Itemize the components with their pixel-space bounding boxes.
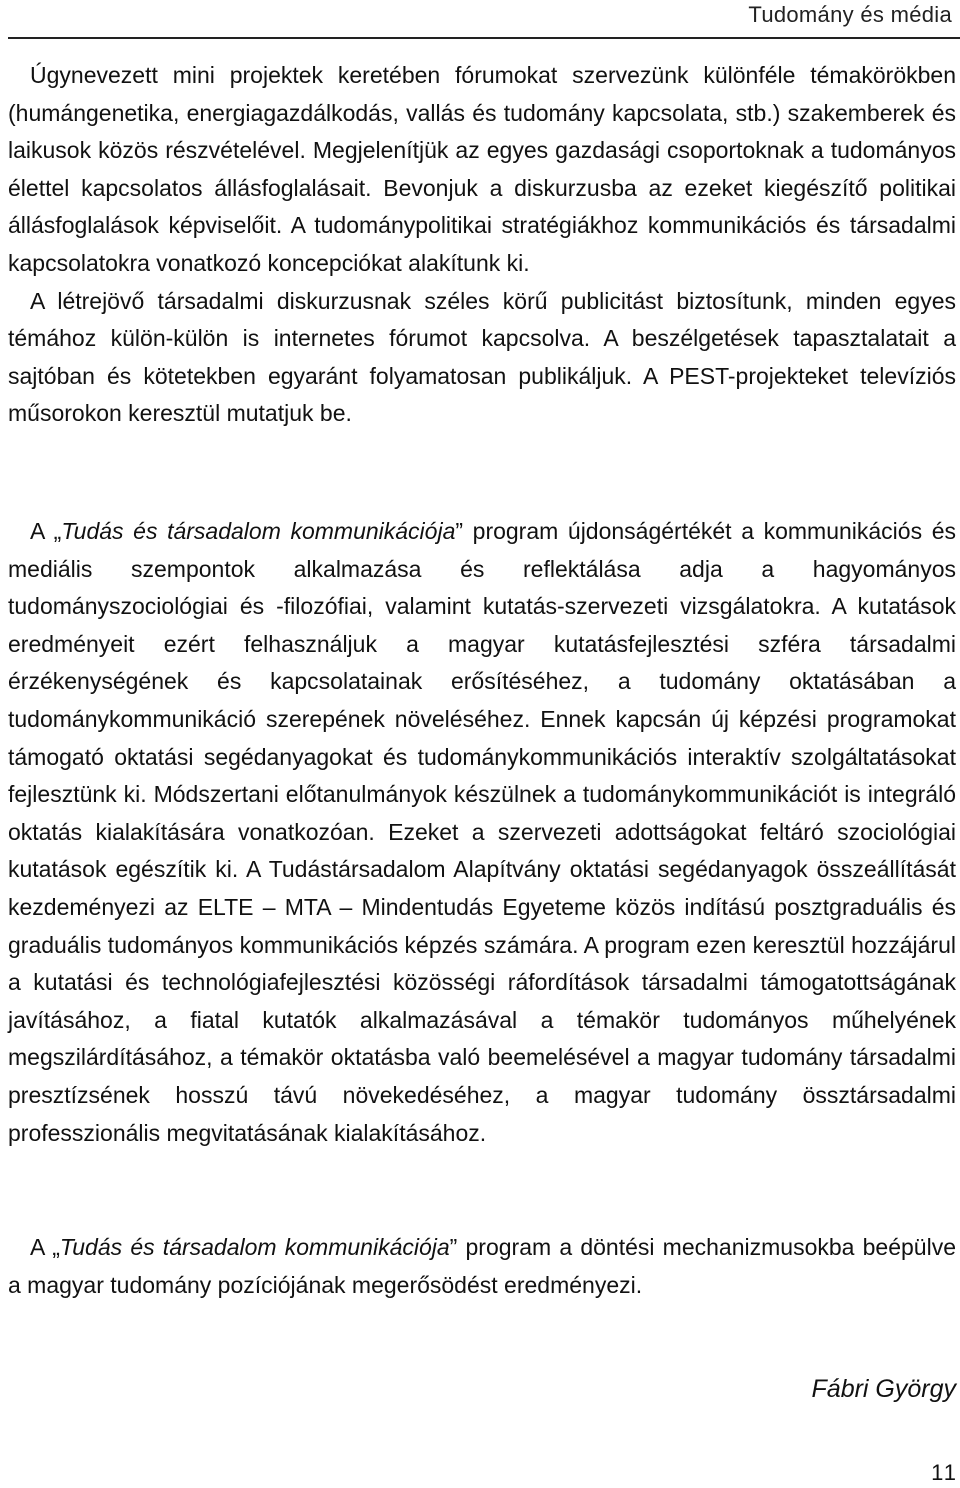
text-block-conclusion [8, 1229, 956, 1304]
text-block-program [8, 513, 956, 1152]
page-number: 11 [931, 1460, 958, 1485]
paragraph [8, 513, 956, 1152]
text-block-intro [8, 57, 956, 433]
paragraph: Úgynevezett mini projektek keretében fórumokat szervezünk különféle témakörökben (humángenetika, energiagazdálkodás, vallás és tudomány kapcsolata, stb.) szakemberek és laikusok közös részvételével. Megjelenítjük az egyes gazdasági csoportoknak a tudományos élettel kapcsolatos állásfoglalásait. Bevonjuk a diskurzusba az ezeket kiegészítő politikai állásfoglalások képviselőit. A tudománypolitikai stratégiákhoz kommunikációs és társadalmi kapcsolatokra vonatkozó koncepciókat alakítunk ki. [8, 62, 956, 276]
paragraph [8, 1229, 956, 1304]
paragraph: A létrejövő társadalmi diskurzusnak széles körű publicitást biztosítunk, minden egyes témához külön-külön is internetes fórumot kapcsolva. A beszélgetések tapasztalatait a sajtóban és kötetekben egyaránt folyamatosan publikáljuk. A PEST-projekteket televíziós műsorokon keresztül mutatjuk be. [8, 287, 956, 427]
paragraph-prefix: A „ [30, 1234, 60, 1260]
program-title: Tudás és társadalom kommunikációja [61, 518, 456, 544]
header-rule [8, 37, 960, 39]
paragraph-text: ” program újdonságértékét a kommunikációs és mediális szempontok alkalmazása és reflektálása adja a hagyományos tudományszociológiai és -filozófiai, valamint kutatás-szervezeti vizsgálatokra. A kutatások eredményeit ezért felhasználjuk a magyar kutatásfejlesztési szféra társadalmi érzékenységének és kapcsolatainak erősítéséhez, a tudomány oktatásában a tudománykommunikáció szerepének növeléséhez. Ennek kapcsán új képzési programokat támogató oktatási segédanyagokat és tudománykommunikációs interaktív szolgáltatásokat fejlesztünk ki. Módszertani előtanulmányok készülnek a tudománykommunikációt is integráló oktatás kialakítására vonatkozóan. Ezeket a szervezeti adottságokat feltáró szociológiai kutatások egészítik ki. A Tudástársadalom Alapítvány oktatási segédanyagok összeállítását kezdeményezi az ELTE – MTA – Mindentudás Egyeteme közös indítású posztgraduális és graduális tudományos kommunikációs képzés számára. A program ezen keresztül hozzájárul a kutatási és technológiafejlesztési közösségi ráfordítások társadalmi támogatottságának javításához, a fiatal kutatók alkalmazásával a témakör tudományos műhelyének megszilárdításához, a témakör oktatásba való beemelésével a magyar tudomány társadalmi presztízsének hosszú távú növekedéséhez, a magyar tudomány össztársadalmi professzionális megvitatásának kialakításához. [8, 518, 956, 1146]
running-header: Tudomány és média [748, 2, 952, 27]
program-title: Tudás és társadalom kommunikációja [59, 1234, 450, 1260]
paragraph-prefix: A „ [30, 518, 62, 544]
paragraph-text: ” program a döntési mechanizmusokba beépülve a magyar tudomány pozíciójának megerősödést eredményezi. [8, 1234, 956, 1298]
author-signature: Fábri György [811, 1375, 956, 1403]
